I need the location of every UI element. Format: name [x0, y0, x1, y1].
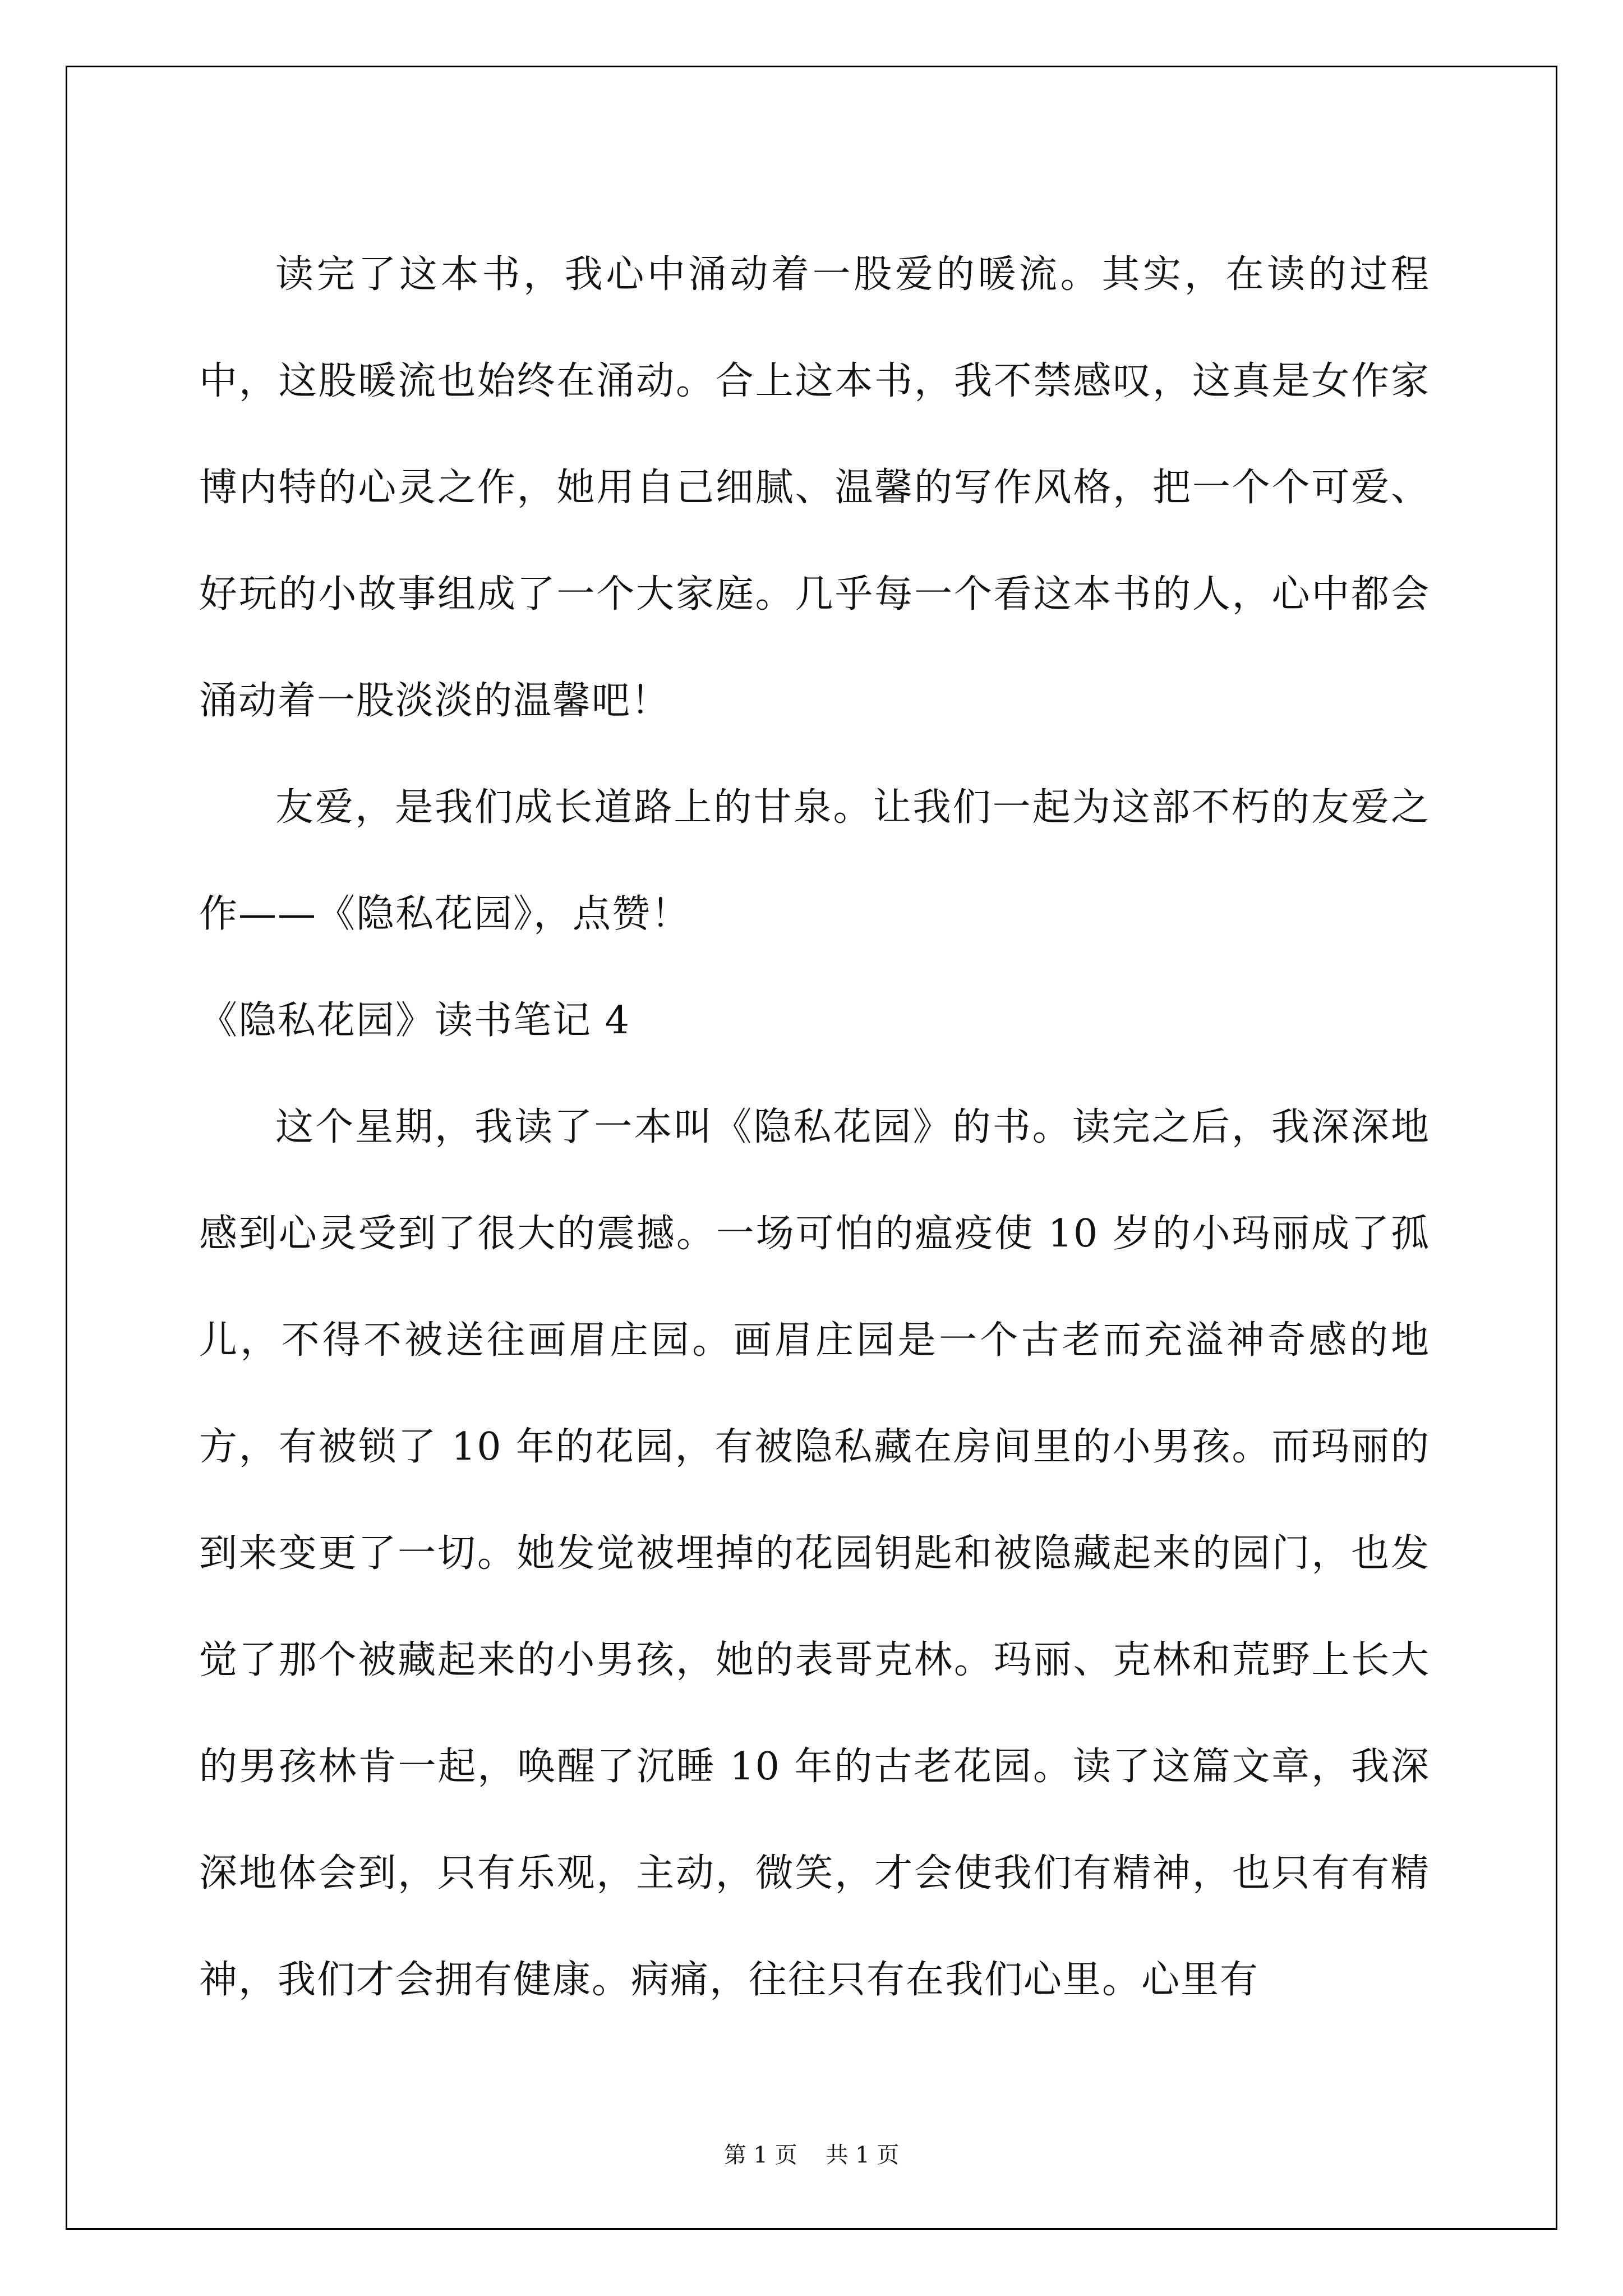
paragraph-2: 友爱，是我们成长道路上的甘泉。让我们一起为这部不朽的友爱之作——《隐私花园》，点赞！ [199, 785, 1430, 936]
page-footer: 第 1 页 共 1 页 [723, 2142, 900, 2168]
document-body [199, 222, 1430, 2033]
section-heading: 《隐私花园》读书笔记 4 [199, 999, 630, 1043]
paragraph-1: 读完了这本书，我心中涌动着一股爱的暖流。其实，在读的过程中，这股暖流也始终在涌动。合上这本书，我不禁感叹，这真是女作家博内特的心灵之作，她用自己细腻、温馨的写作风格，把一个个可爱、好玩的小故事组成了一个大家庭。几乎每一个看这本书的人，心中都会涌动着一股淡淡的温馨吧！ [199, 252, 1430, 723]
paragraph-3: 这个星期，我读了一本叫《隐私花园》的书。读完之后，我深深地感到心灵受到了很大的震撼。一场可怕的瘟疫使 10 岁的小玛丽成了孤儿，不得不被送往画眉庄园。画眉庄园是一个古老而充溢神奇感的地方，有被锁了 10 年的花园，有被隐私藏在房间里的小男孩。而玛丽的到来变更了一切。她发觉被埋掉的花园钥匙和被隐藏起来的园门，也发觉了那个被藏起来的小男孩，她的表哥克林。玛丽、克林和荒野上长大的男孩林肯一起，唤醒了沉睡 10 年的古老花园。读了这篇文章，我深深地体会到，只有乐观，主动，微笑，才会使我们有精神，也只有有精神，我们才会拥有健康。病痛，往往只有在我们心里。心里有 [199, 1105, 1430, 2002]
